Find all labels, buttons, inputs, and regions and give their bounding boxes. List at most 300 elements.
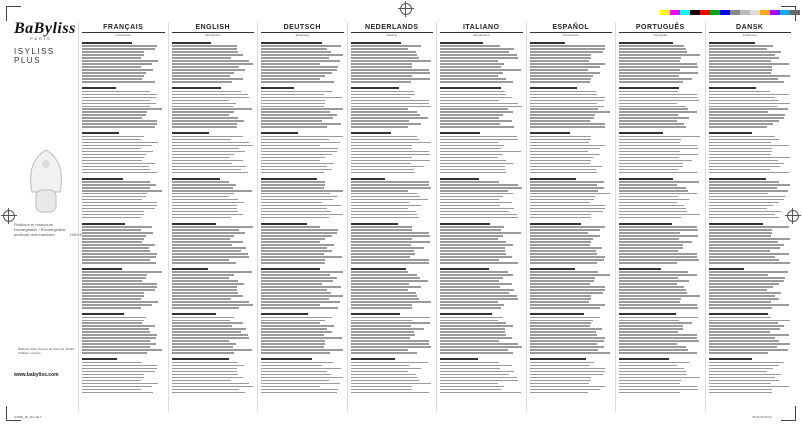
text-line	[440, 42, 483, 44]
text-line	[261, 392, 337, 394]
text-line	[440, 304, 504, 306]
text-line	[440, 211, 509, 213]
text-line	[172, 358, 230, 360]
text-line	[440, 313, 492, 315]
text-line	[530, 250, 597, 252]
text-line	[82, 389, 141, 391]
text-line	[619, 331, 678, 333]
text-line	[709, 148, 773, 150]
text-line	[261, 81, 334, 83]
text-line	[172, 380, 231, 382]
text-line	[440, 259, 499, 261]
text-line	[82, 262, 156, 264]
text-line	[172, 320, 231, 322]
text-line	[351, 94, 415, 96]
text-line	[172, 54, 244, 56]
text-line	[172, 386, 254, 388]
color-swatch	[710, 10, 720, 15]
text-line	[440, 386, 504, 388]
text-line	[530, 94, 598, 96]
text-line	[709, 54, 775, 56]
color-swatch	[790, 10, 800, 15]
language-columns	[78, 22, 794, 412]
text-line	[351, 289, 409, 291]
text-line	[709, 199, 785, 201]
text-line	[709, 283, 780, 285]
text-line	[351, 75, 412, 77]
text-line	[172, 238, 231, 240]
text-line	[440, 75, 498, 77]
text-line	[82, 268, 122, 270]
text-line	[440, 66, 501, 68]
text-line	[619, 214, 700, 216]
text-line	[709, 223, 763, 225]
text-line	[619, 114, 678, 116]
text-line	[172, 259, 230, 261]
text-line	[619, 157, 679, 159]
text-line	[82, 193, 147, 195]
text-line	[440, 286, 500, 288]
text-line	[261, 274, 330, 276]
text-line	[709, 383, 772, 385]
crop-mark-top-left	[6, 6, 21, 21]
text-line	[530, 253, 598, 255]
text-line	[709, 322, 778, 324]
text-line	[82, 253, 157, 255]
text-line	[351, 117, 429, 119]
text-line	[440, 229, 501, 231]
text-line	[82, 81, 155, 83]
text-line	[440, 94, 506, 96]
text-line	[530, 154, 601, 156]
text-line	[619, 304, 697, 306]
text-line	[82, 371, 155, 373]
text-line	[172, 57, 231, 59]
text-line	[82, 241, 142, 243]
text-line	[619, 392, 680, 394]
text-line	[172, 280, 238, 282]
text-line	[82, 322, 142, 324]
text-line	[530, 328, 603, 330]
text-line	[172, 283, 245, 285]
text-line	[530, 66, 600, 68]
text-line	[172, 106, 233, 108]
website-link[interactable]: www.babyliss.com	[14, 372, 59, 378]
text-line	[440, 289, 514, 291]
text-line	[619, 334, 697, 336]
text-line	[619, 277, 678, 279]
text-line	[172, 365, 245, 367]
text-line	[619, 136, 700, 138]
text-line	[530, 380, 592, 382]
text-line	[82, 256, 156, 258]
text-line	[261, 389, 338, 391]
text-line	[530, 352, 610, 354]
language-subheading: Indledning	[742, 33, 757, 37]
text-line	[709, 374, 782, 376]
text-line	[172, 75, 231, 77]
text-line	[709, 151, 773, 153]
text-line	[709, 328, 781, 330]
text-line	[261, 139, 329, 141]
language-column	[78, 22, 168, 412]
text-line	[172, 103, 236, 105]
text-line	[709, 166, 781, 168]
text-line	[619, 313, 676, 315]
text-line	[351, 187, 431, 189]
text-line	[619, 148, 698, 150]
text-line	[261, 103, 325, 105]
text-line	[530, 320, 594, 322]
text-line	[530, 139, 592, 141]
text-line	[440, 253, 506, 255]
text-line	[351, 205, 421, 207]
text-line	[82, 392, 153, 394]
text-line	[440, 226, 504, 228]
text-line	[261, 160, 320, 162]
language-column	[615, 22, 705, 412]
text-line	[172, 253, 249, 255]
text-line	[351, 268, 406, 270]
text-line	[82, 100, 150, 102]
text-line	[82, 117, 142, 119]
language-column	[436, 22, 526, 412]
text-line	[619, 205, 684, 207]
text-line	[440, 120, 512, 122]
text-line	[709, 169, 770, 171]
text-line	[530, 81, 590, 83]
text-line	[82, 199, 142, 201]
text-line	[82, 217, 141, 219]
text-line	[351, 106, 431, 108]
text-line	[82, 136, 144, 138]
text-line	[261, 54, 343, 56]
text-line	[619, 362, 689, 364]
text-line	[619, 380, 681, 382]
text-line	[351, 160, 430, 162]
text-line	[351, 214, 418, 216]
text-line	[172, 51, 238, 53]
text-line	[619, 371, 686, 373]
text-line	[530, 114, 595, 116]
text-line	[82, 75, 144, 77]
text-line	[172, 42, 212, 44]
text-line	[351, 87, 400, 89]
text-line	[440, 238, 498, 240]
text-line	[261, 235, 332, 237]
text-line	[351, 271, 409, 273]
text-line	[440, 196, 503, 198]
text-line	[261, 60, 340, 62]
text-line	[619, 75, 679, 77]
text-line	[82, 274, 147, 276]
text-line	[440, 320, 498, 322]
text-line	[172, 349, 253, 351]
text-line	[82, 380, 141, 382]
text-line	[261, 262, 325, 264]
text-line	[619, 72, 698, 74]
text-line	[351, 151, 429, 153]
text-line	[440, 178, 479, 180]
text-line	[172, 383, 250, 385]
text-line	[261, 184, 325, 186]
text-line	[709, 103, 791, 105]
text-line	[440, 199, 499, 201]
text-line	[351, 196, 420, 198]
text-line	[619, 78, 692, 80]
text-line	[530, 91, 597, 93]
text-line	[172, 244, 232, 246]
text-line	[351, 57, 419, 59]
text-line	[709, 160, 778, 162]
text-line	[261, 187, 324, 189]
text-line	[172, 126, 237, 128]
text-line	[82, 235, 146, 237]
print-date-label: 05/11/16 09:01	[752, 415, 772, 419]
text-line	[619, 298, 681, 300]
text-line	[440, 139, 518, 141]
text-line	[172, 250, 241, 252]
text-line	[172, 60, 250, 62]
text-line	[261, 172, 324, 174]
text-line	[709, 362, 785, 364]
text-line	[619, 187, 686, 189]
text-line	[530, 196, 595, 198]
text-line	[440, 154, 503, 156]
text-line	[82, 334, 157, 336]
body-text-block	[440, 39, 523, 393]
text-line	[261, 346, 324, 348]
text-line	[261, 108, 343, 110]
text-line	[619, 368, 684, 370]
text-line	[619, 383, 680, 385]
text-line	[261, 253, 324, 255]
text-line	[82, 383, 158, 385]
text-line	[530, 100, 604, 102]
text-line	[709, 232, 773, 234]
text-line	[351, 42, 401, 44]
text-line	[82, 298, 141, 300]
text-line	[530, 60, 589, 62]
text-line	[351, 331, 415, 333]
text-line	[82, 123, 157, 125]
text-line	[351, 60, 432, 62]
text-line	[82, 60, 158, 62]
text-line	[709, 358, 753, 360]
text-line	[709, 72, 772, 74]
text-line	[82, 295, 144, 297]
text-line	[261, 328, 327, 330]
text-line	[440, 307, 501, 309]
text-line	[172, 81, 232, 83]
cover-address: BaByliss SAS, Avenue de Paris 99, 92320 Châtillon, France	[18, 347, 74, 355]
text-line	[172, 277, 230, 279]
text-line	[172, 148, 240, 150]
text-line	[619, 97, 697, 99]
text-line	[619, 271, 688, 273]
text-line	[619, 120, 677, 122]
text-line	[82, 328, 149, 330]
text-line	[530, 368, 605, 370]
text-line	[530, 256, 605, 258]
text-line	[351, 259, 429, 261]
text-line	[351, 346, 431, 348]
text-line	[440, 57, 518, 59]
text-line	[82, 286, 157, 288]
text-line	[172, 346, 233, 348]
text-line	[82, 190, 162, 192]
text-line	[440, 244, 513, 246]
text-line	[261, 100, 325, 102]
text-line	[82, 331, 150, 333]
text-line	[530, 54, 592, 56]
text-line	[261, 97, 342, 99]
text-line	[351, 298, 419, 300]
text-line	[172, 48, 237, 50]
text-line	[619, 274, 697, 276]
text-line	[440, 145, 504, 147]
color-swatch	[770, 10, 780, 15]
text-line	[619, 322, 692, 324]
text-line	[82, 386, 152, 388]
text-line	[261, 199, 333, 201]
text-line	[619, 42, 673, 44]
text-line	[619, 208, 686, 210]
text-line	[351, 256, 410, 258]
text-line	[261, 244, 334, 246]
text-line	[261, 232, 337, 234]
text-line	[172, 271, 253, 273]
text-line	[261, 334, 324, 336]
text-line	[709, 235, 772, 237]
language-heading: ENGLISH	[172, 22, 255, 33]
text-line	[619, 283, 677, 285]
text-line	[261, 51, 331, 53]
text-line	[82, 42, 132, 44]
text-line	[440, 72, 503, 74]
text-line	[709, 371, 768, 373]
text-line	[709, 205, 773, 207]
language-heading: PORTUGUÊS	[619, 22, 702, 33]
color-swatch	[750, 10, 760, 15]
text-line	[619, 142, 680, 144]
text-line	[440, 295, 517, 297]
text-line	[82, 289, 155, 291]
text-line	[440, 241, 506, 243]
text-line	[709, 187, 777, 189]
text-line	[530, 229, 600, 231]
text-line	[530, 87, 578, 89]
text-line	[530, 63, 606, 65]
text-line	[619, 301, 680, 303]
text-line	[261, 136, 343, 138]
text-line	[172, 108, 253, 110]
text-line	[709, 271, 788, 273]
text-line	[619, 66, 698, 68]
text-line	[172, 262, 236, 264]
text-line	[709, 247, 781, 249]
text-line	[82, 280, 142, 282]
text-line	[82, 45, 157, 47]
text-line	[530, 217, 592, 219]
language-heading: ESPAÑOL	[530, 22, 613, 33]
color-swatch	[700, 10, 710, 15]
text-line	[709, 262, 791, 264]
text-line	[709, 193, 768, 195]
text-line	[530, 78, 592, 80]
text-line	[709, 214, 775, 216]
text-line	[172, 217, 231, 219]
text-line	[709, 325, 785, 327]
text-line	[440, 132, 480, 134]
text-line	[709, 389, 773, 391]
text-line	[530, 166, 603, 168]
text-line	[351, 226, 413, 228]
text-line	[530, 362, 594, 364]
text-line	[351, 208, 409, 210]
text-line	[172, 241, 244, 243]
text-line	[709, 386, 790, 388]
text-line	[709, 211, 782, 213]
language-column	[526, 22, 616, 412]
text-line	[619, 202, 677, 204]
text-line	[261, 151, 337, 153]
text-line	[619, 328, 683, 330]
text-line	[172, 374, 238, 376]
text-line	[709, 181, 779, 183]
text-line	[619, 217, 681, 219]
text-line	[619, 190, 688, 192]
text-line	[82, 166, 149, 168]
text-line	[440, 325, 513, 327]
text-line	[172, 274, 235, 276]
text-line	[530, 377, 592, 379]
text-line	[82, 259, 150, 261]
text-line	[172, 298, 231, 300]
text-line	[619, 48, 686, 50]
text-line	[261, 277, 337, 279]
text-line	[619, 126, 686, 128]
text-line	[172, 337, 250, 339]
text-line	[440, 283, 512, 285]
color-swatch	[740, 10, 750, 15]
text-line	[172, 286, 237, 288]
text-line	[172, 292, 238, 294]
text-line	[82, 337, 156, 339]
registration-mark-top	[400, 3, 412, 15]
text-line	[709, 75, 791, 77]
text-line	[82, 51, 144, 53]
text-line	[709, 259, 779, 261]
text-line	[440, 365, 512, 367]
text-line	[82, 69, 153, 71]
text-line	[619, 132, 663, 134]
text-line	[351, 392, 429, 394]
text-line	[440, 51, 509, 53]
text-line	[82, 226, 152, 228]
text-line	[82, 169, 150, 171]
text-line	[82, 178, 123, 180]
text-line	[172, 142, 250, 144]
text-line	[172, 111, 235, 113]
text-line	[709, 241, 778, 243]
text-line	[172, 132, 209, 134]
body-text-block	[351, 39, 434, 393]
text-line	[351, 51, 416, 53]
language-column	[257, 22, 347, 412]
text-line	[530, 211, 603, 213]
text-line	[351, 286, 421, 288]
